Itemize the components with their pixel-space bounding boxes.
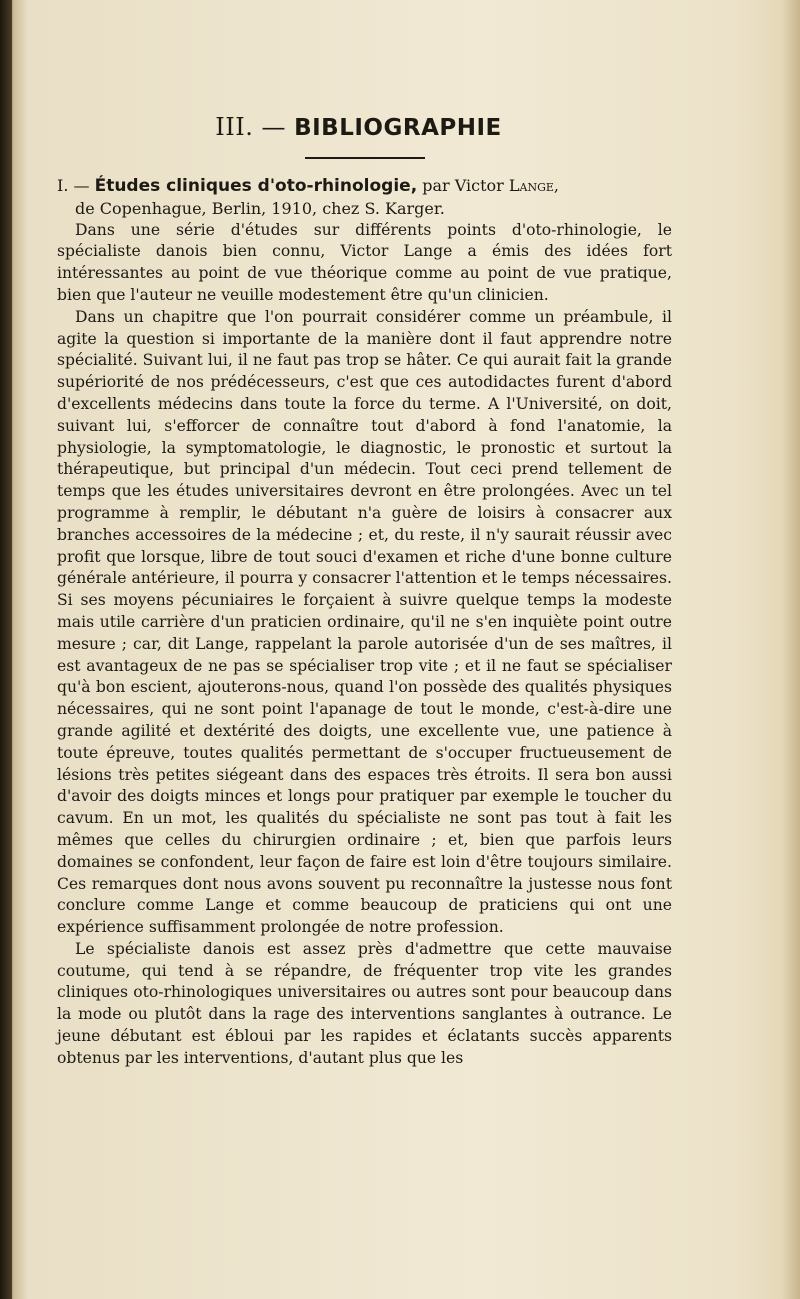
book-title: Études cliniques d'oto-rhinologie, [94,176,418,196]
author-surname: Lange, [508,176,560,195]
entry-prefix: I. — [57,176,95,195]
paragraph-1: Dans une série d'études sur différents points d'oto-rhinologie, le spécialiste danois bien connu, Victor Lange a émis des idées fort intéressantes au point de vue théorique comme au point de vue pratique, bien que l'auteur ne veuille modestement être qu'un clinicien. [57,220,672,304]
page-edge [782,0,800,1299]
paragraph-3: Le spécialiste danois est assez près d'admettre que cette mauvaise coutume, qui tend à se répandre, de fréquenter trop vite les grandes cliniques oto-rhinologiques universitaires ou autres sont pour beaucoup dans la mode ou plutôt dans la rage des interventions sanglantes à outrance. Le jeune débutant est ébloui par les rapides et éclatants succès apparents obtenus par les interventions, d'autant plus que les [57,939,672,1067]
entry-by: par Victor [417,176,509,195]
book-spine [0,0,12,1299]
section-number: III. — [215,113,286,141]
bibliography-entry [57,175,672,220]
section-title: BIBLIOGRAPHIE [294,115,502,141]
section-heading [45,110,672,145]
heading-rule [305,157,425,159]
paragraph-2: Dans un chapitre que l'on pourrait considérer comme un préambule, il agite la question si importante de la manière dont il faut apprendre notre spécialité. Suivant lui, il ne faut pas trop se hâter. Ce qui aurait fait la grande supériorité de nos prédécesseurs, c'est que ces autodidactes furent d'abord d'excellents médecins dans toute la force du terme. A l'Université, on doit, suivant lui, s'efforcer de connaître tout d'abord à fond l'anatomie, la physiologie, la symptomatologie, le diagnostic, le pronostic et surtout la thérapeutique, but principal d'un médecin. Tout ceci prend tellement de temps que les études universitaires devront en être prolongées. Avec un tel programme à remplir, le débutant n'a guère de loisirs à consacrer aux branches accessoires de la médecine ; et, du reste, il n'y saurait réussir avec profit que lorsque, libre de tout souci d'examen et riche d'une bonne culture générale antérieure, il pourra y consacrer l'attention et le temps nécessaires. Si ses moyens pécuniaires le forçaient à suivre quelque temps la modeste mais utile carrière d'un praticien ordinaire, qu'il ne s'en inquiète point outre mesure ; car, dit Lange, rappelant la parole autorisée d'un de ses maîtres, il est avantageux de ne pas se spécialiser trop vite ; et il ne faut se spécialiser qu'à bon escient, ajouterons-nous, quand l'on possède des qualités physiques nécessaires, qui ne sont point l'apanage de tout le monde, c'est-à-dire une grande agilité et dextérité des doigts, une excellente vue, une patience à toute épreuve, toutes qualités permettant de s'occuper fructueusement de lésions très petites siégeant dans des espaces très étroits. Il sera bon aussi d'avoir des doigts minces et longs pour pratiquer par exemple le toucher du cavum. En un mot, les qualités du spécialiste ne sont pas tout à fait les mêmes que celles du chirurgien ordinaire ; et, bien que parfois leurs domaines se confondent, leur façon de faire est loin d'être toujours similaire. Ces remarques dont nous avons souvent pu reconnaître la justesse nous font conclure comme Lange et comme beaucoup de praticiens qui ont une expérience suffisamment prolongée de notre profession. [57,307,672,937]
entry-details: de Copenhague, Berlin, 1910, chez S. Karger. [75,198,445,218]
page-content [57,110,672,1070]
